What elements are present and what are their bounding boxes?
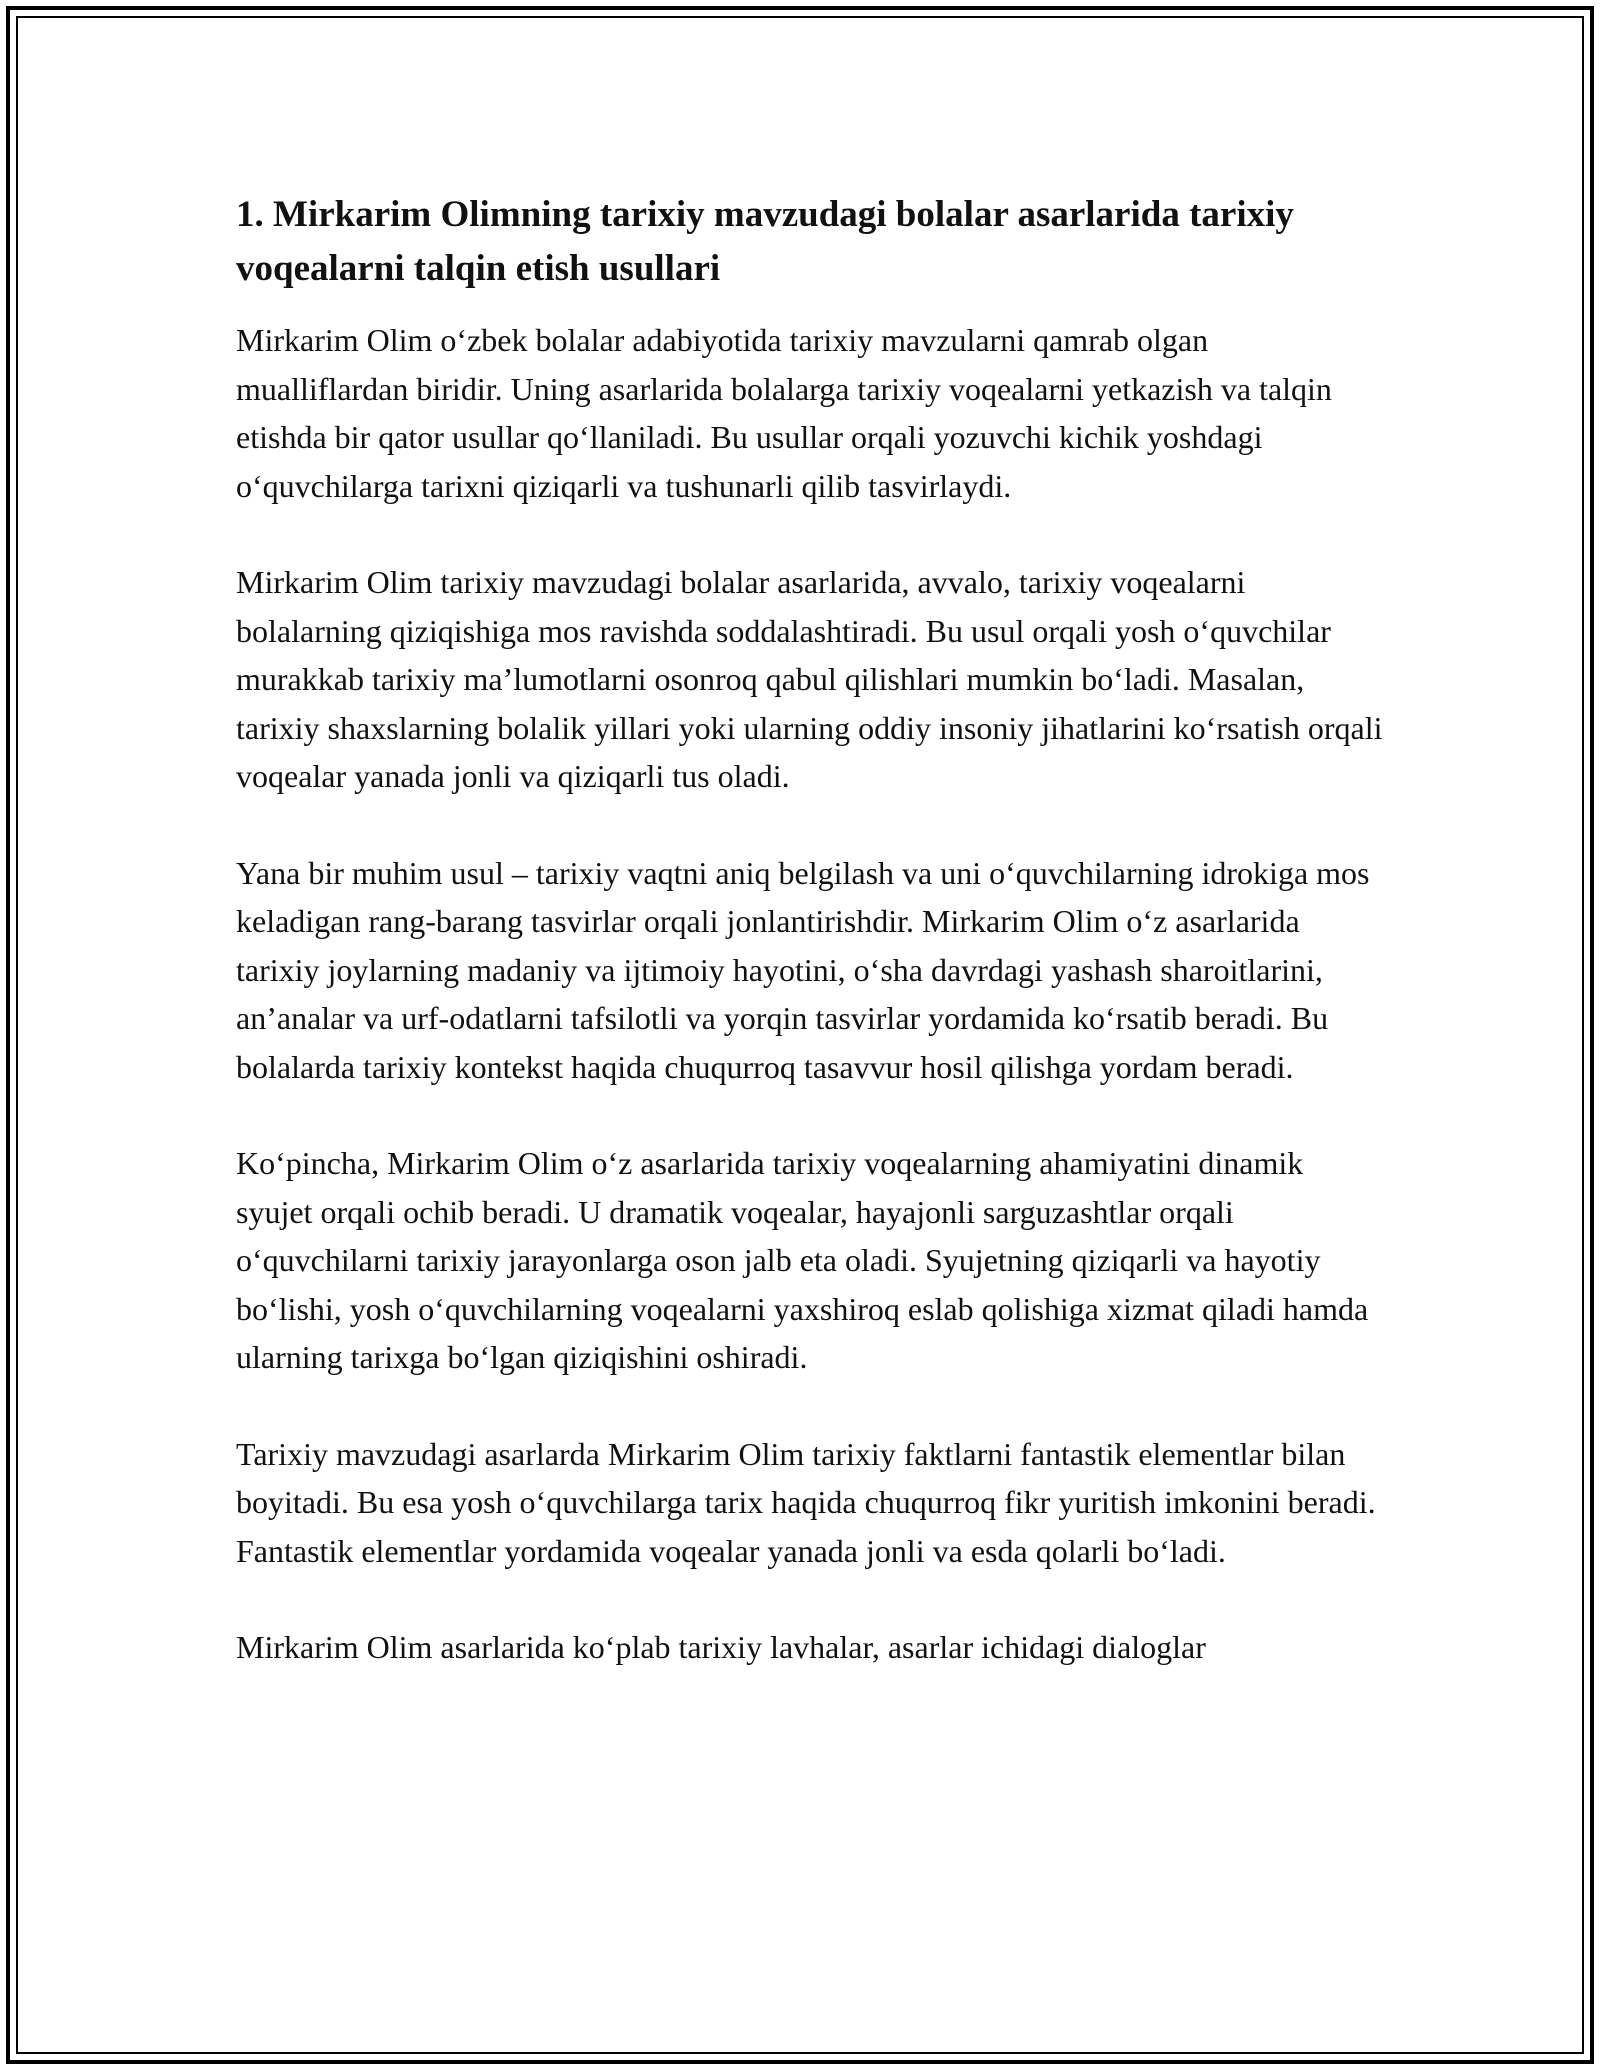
paragraph-5: Tarixiy mavzudagi asarlarda Mirkarim Olim tarixiy faktlarni fantastik elementlar bilan boyitadi. Bu esa yosh o‘quvchilarga tarix haqida chuqurroq fikr yuritish imkonini beradi. Fantastik elementlar yordamida voqealar yanada jonli va esda qolarli bo‘ladi. (236, 1435, 1376, 1569)
paragraph-3: Yana bir muhim usul – tarixiy vaqtni aniq belgilash va uni o‘quvchilarning idrokiga mos keladigan rang-barang tasvirlar orqali jonlantirishdir. Mirkarim Olim o‘z asarlarida tarixiy joylarning madaniy va ijtimoiy hayotini, o‘sha davrdagi yashash sharoitlarini, an’analar va urf-odatlarni tafsilotli va yorqin tasvirlar yordamida ko‘rsatib beradi. Bu bolalarda tarixiy kontekst haqida chuqurroq tasavvur hosil qilishga yordam beradi. (236, 854, 1370, 1085)
section-heading: 1. Mirkarim Olimning tarixiy mavzudagi bolalar asarlarida tarixiy voqealarni talqin etish usullari (236, 194, 1294, 289)
paragraph-2: Mirkarim Olim tarixiy mavzudagi bolalar asarlarida, avvalo, tarixiy voqealarni bolalarning qiziqishiga mos ravishda soddalashtiradi. Bu usul orqali yosh o‘quvchilar murakkab tarixiy ma’lumotlarni osonroq qabul qilishlari mumkin bo‘ladi. Masalan, tarixiy shaxslarning bolalik yillari yoki ularning oddiy insoniy jihatlarini ko‘rsatish orqali voqealar yanada jonli va qiziqarli tus oladi. (236, 564, 1383, 794)
paragraph-6: Mirkarim Olim asarlarida ko‘plab tarixiy lavhalar, asarlar ichidagi dialoglar (236, 1629, 1206, 1665)
document-body (236, 188, 1386, 1720)
paragraph-1: Mirkarim Olim o‘zbek bolalar adabiyotida tarixiy mavzularni qamrab olgan mualliflardan biridir. Uning asarlarida bolalarga tarixiy voqealarni yetkazish va talqin etishda bir qator usullar qo‘llaniladi. Bu usullar orqali yozuvchi kichik yoshdagi o‘quvchilarga tarixni qiziqarli va tushunarli qilib tasvirlaydi. (236, 322, 1332, 504)
paragraph-4: Ko‘pincha, Mirkarim Olim o‘z asarlarida tarixiy voqealarning ahamiyatini dinamik syujet orqali ochib beradi. U dramatik voqealar, hayajonli sarguzashtlar orqali o‘quvchilarni tarixiy jarayonlarga oson jalb eta oladi. Syujetning qiziqarli va hayotiy bo‘lishi, yosh o‘quvchilarning voqealarni yaxshiroq eslab qolishiga xizmat qiladi hamda ularning tarixga bo‘lgan qiziqishini oshiradi. (236, 1145, 1369, 1375)
